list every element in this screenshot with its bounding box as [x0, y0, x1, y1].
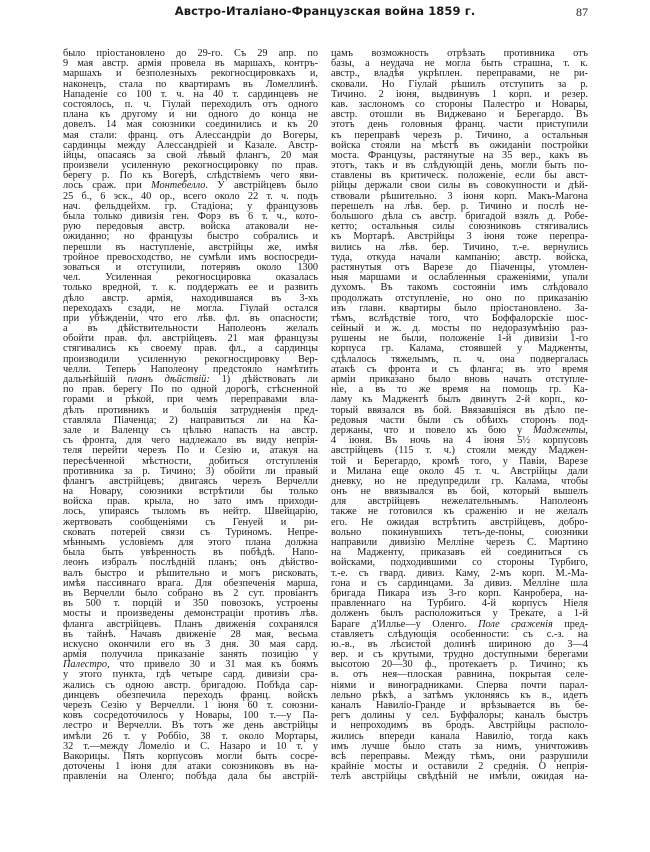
text-line: кав. заслономъ со стороны Палестро и Новары,	[331, 98, 588, 110]
text-segment: пред-	[552, 618, 589, 630]
text-line: сардинцы между Алессандріей и Казале. Австр-	[63, 139, 318, 151]
page-header-title: Австро-Италіано-Французская война 1859 г.	[174, 4, 476, 18]
text-line: фланга австрійцевъ. Планъ движенія сохранялся	[63, 618, 318, 630]
text-line: наконецъ, стала по квартирамъ въ Ломеллинѣ.	[63, 78, 318, 90]
text-line: было пріостановлено до 29-го. Съ 29 апр. по	[63, 48, 318, 59]
text-line: ствовали рѣшительно. 3 іюня корп. Макъ-Магона	[331, 190, 588, 202]
text-line: жались съ одною австр. бригадою. Побѣда сар-	[63, 679, 318, 691]
text-line: пересѣченной мѣстности, добиться отступленія	[63, 455, 318, 467]
text-line: продолжать отступленіе, но оно по приказанію	[331, 292, 588, 304]
text-segment: . У австрійцевъ было	[205, 180, 318, 192]
text-line: ю.-в., въ лѣсистой долинѣ шириною до 3—4	[331, 638, 588, 650]
text-line: черезъ Сезію у Верчелли. 1 іюня 60 т. союзни-	[63, 700, 318, 711]
text-line: базы, а неудача не могла быть страшна, т. к.	[331, 58, 588, 70]
text-line: къ Мортарѣ. Австрійцы 3 іюня тоже перепра-	[331, 231, 588, 243]
text-line: вились на лѣв. бер. Тичино, т.-е. вернулись	[331, 241, 588, 253]
text-line: дневку, но не предупредили гр. Калама, чтобы	[331, 475, 588, 487]
text-line: нач. фельдцейхм. гр. Стадіона; у французовъ	[63, 200, 318, 212]
text-line: жились впереди канала Навиліо, тогда какъ	[331, 730, 588, 742]
text-line: мая стали: франц. отъ Алессандріи до Вогеры,	[63, 129, 318, 141]
text-line: была только дивизія ген. Форэ въ 6 т. ч., кото-	[63, 211, 318, 222]
text-line: сдѣлалось тяжелымъ, п. ч. она подвергалась	[331, 353, 588, 365]
text-line: зале и Валенцу съ цѣлью напасть на австр.	[63, 424, 318, 436]
text-line: регъ долины у сел. Буффалоры; каналъ быстръ	[331, 710, 588, 722]
text-line: ійцы, опасаясь за свой лѣвый флангъ, 20 мая	[63, 149, 318, 161]
text-line: арміи приказано было вновь начать отступле-	[331, 374, 588, 385]
text-line: ставляла Піаченца; 2) направиться ли на Ка-	[63, 414, 318, 426]
text-line: къ переправѣ черезъ р. Тичино, а остальныя	[331, 129, 588, 141]
text-line: на Мадженту, приказавъ ей соединиться съ	[331, 547, 588, 559]
text-line: переходахъ сзади, не могла. Гіулай остался	[63, 302, 318, 314]
text-line: духомъ. Въ такомъ состояніи имъ слѣдовало	[331, 282, 588, 294]
text-line: войска прав. крыла, но зато имъ приходи-	[63, 496, 318, 508]
text-line: армія получила приказаніе занять позицію у	[63, 649, 318, 661]
text-line: ніями и виноградниками. Сперва почти парал-	[331, 679, 588, 691]
text-segment: 1) дѣйствовать ли	[209, 374, 318, 385]
text-line: тѣмъ, вслѣдствіе того, что Боффалорскіе шос-	[331, 312, 588, 324]
text-line: атакѣ съ фронта и съ фланга; въ это время	[331, 363, 588, 375]
text-line: туда, откуда начали кампанію; австр. войска,	[331, 251, 588, 263]
text-column-right	[331, 49, 588, 783]
text-line: также не готовился къ сраженію и не желалъ	[331, 506, 588, 518]
text-line: флангъ австрійцевъ; двигаясь черезъ Верчелли	[63, 475, 318, 487]
text-line: плана къ другому и ни одного до конца не	[63, 109, 318, 121]
text-line: сковать потерей связи съ Туриномъ. Непре-	[63, 526, 318, 538]
text-line: т.-е. съ гвард. дивиз. Каму, 2-мъ корп. М.-Ма-	[331, 567, 588, 579]
italic-term: Монтебелло	[151, 180, 206, 192]
text-segment: , что привело 30 и 31 мая къ боямъ	[107, 659, 318, 671]
text-line: правленіи на Оленго; побѣда дала бы австрій-	[63, 771, 318, 783]
text-line: войсками, подходившими со стороны Турбиго,	[331, 557, 588, 569]
text-line: рую передовыя австр. войска атаковали не-	[63, 221, 318, 233]
text-line: корпуса гр. Калама, стоявшей у Мадженты,	[331, 343, 588, 355]
text-line: и непроходимъ въ бродъ. Австрійцы располо-	[331, 720, 588, 732]
text-segment: Бараге д'Илльe—у Оленго.	[331, 618, 479, 630]
italic-term: Мадженты	[533, 424, 586, 436]
text-line: берегу р. По къ Вогерѣ, слѣдствіемъ чего яви-	[63, 170, 318, 182]
text-line: имъ лучше было стать за нимъ, уничтоживъ	[331, 740, 588, 752]
text-line: моста. Французы, растянутые на 35 вер., какъ въ	[331, 149, 588, 161]
text-line: ніе, а въ то же время на помощь гр. Ка-	[331, 384, 588, 396]
text-line: имѣя пассивнаго врага. Для обезпеченія марша,	[63, 577, 318, 589]
text-line: сейный и ж. д. мосты по недоразумѣнію раз-	[331, 323, 588, 335]
text-line: бригада Пикара изъ 3-го корп. Канробера, на-	[331, 587, 588, 599]
text-line: телѣ австрійцы свѣдѣній не имѣли, ожидая на-	[331, 771, 588, 783]
text-line: онъ не ввязывался въ бой, который вышелъ	[331, 486, 588, 498]
text-line: производили усиленную рекогносцировку Вер-	[63, 353, 318, 365]
text-line: вольно покинувшихъ тетъ-де-поны, союзники	[331, 526, 588, 538]
text-line: леонъ избралъ послѣдній планъ; онъ дѣйство-	[63, 557, 318, 569]
text-column-left	[63, 49, 318, 783]
text-line: Нападеніе со 100 т. ч. на 40 т. сардинцевъ не	[63, 88, 318, 100]
text-line: на Новару, союзники встрѣтили бы только	[63, 486, 318, 498]
text-line: изъ главн. квартиры было пріостановлено. За-	[331, 302, 588, 314]
text-line: противника за р. Тичино; 3) обойти ли правый	[63, 465, 318, 477]
text-line: по прав. берегу По по одной дорогѣ, стѣсненной	[63, 384, 318, 396]
text-line: его. Не ожидая встрѣтить австрійцевъ, добро-	[331, 516, 588, 528]
text-line: зоваться и отступили, потерявъ около 1300	[63, 261, 318, 273]
text-line: только вредной, т. к. поддержать ее и развить	[63, 282, 318, 294]
text-line: 32 т.—между Ломеліо и С. Назаро и 10 т. у	[63, 740, 318, 752]
text-line: динцевъ обезпечила переходъ франц. войскъ	[63, 689, 318, 701]
text-line: 4 іюня. Въ ночь на 4 іюня 5½ корпусовъ	[331, 435, 588, 447]
text-line: мѣннымъ условіемъ для этого плана должна	[63, 537, 318, 548]
text-line: в. отъ нея—плоская равнина, покрытая селе-	[331, 669, 588, 681]
text-line: довелъ. 14 мая союзники соединились и къ 20	[63, 119, 318, 131]
text-line: а въ дѣйствительности Наполеонъ желалъ	[63, 323, 318, 335]
text-line: большого дѣла съ австр. бригадой взялъ д. Робе-	[331, 211, 588, 222]
text-line: мосты и произведены демонстраціи противъ лѣв.	[63, 608, 318, 620]
text-line: челли. Теперь Наполеону предстояло намѣтить	[63, 363, 318, 375]
text-line: дѣло австр. армія, находившаяся въ 3-хъ	[63, 292, 318, 304]
text-line: войска стояли на мѣстѣ въ ожиданіи постройки	[331, 139, 588, 151]
text-line: при убѣжденіи, что его лѣв. фл. въ опасности;	[63, 312, 318, 324]
text-line: жертвовать сообщеніями съ Генуей и ри-	[63, 516, 318, 528]
text-line: Вакорицы. Пять корпусовъ могли быть сосре-	[63, 750, 318, 762]
text-line: цамъ возможность отрѣзать противника отъ	[331, 48, 588, 59]
text-segment: лось сраж. при	[63, 180, 152, 192]
text-line: 25 б., 6 эск., 40 ор., всего около 22 т. ч. подъ	[63, 190, 318, 202]
text-line: австр., владѣя укрѣплен. переправами, не ри-	[331, 68, 588, 80]
text-line: 9 мая австр. армія провела въ маршахъ, контръ-	[63, 58, 318, 70]
text-line: ламу къ Маджентѣ былъ двинутъ 2-й корп., ко-	[331, 394, 588, 406]
text-line: гона и съ сардинцами. За дивиз. Мелліне шла	[331, 577, 588, 589]
text-line: въ 500 т. порцій и 350 повозокъ, устроены	[63, 598, 318, 610]
text-line: высотою 20—30 ф., протекаетъ р. Тичино; къ	[331, 659, 588, 671]
text-line: направили дивизію Мелліне черезъ С. Мартино	[331, 537, 588, 548]
text-line: этотъ день головныя франц. части приступили	[331, 119, 588, 131]
text-line: растянутыя отъ Варезе до Піаченцы, утомлен-	[331, 261, 588, 273]
text-line: сковали. Но Гіулай рѣшилъ отступить за р.	[331, 78, 588, 90]
text-segment: дальнѣйшій	[63, 374, 128, 385]
text-line: ставлены въ критическ. положеніе, если бы авст-	[331, 170, 588, 182]
text-line: австрійцевъ (115 т. ч.) стояли между Маджен-	[331, 445, 588, 457]
text-line: дѣлъ противникъ и большія затрудненія пред-	[63, 404, 318, 416]
text-line: ковъ сосредоточилось у Новары, 100 т.—у Па-	[63, 710, 318, 722]
text-line: крайніе мосты и оставили 2 среднія. О непрія-	[331, 761, 588, 773]
text-line: этотъ, такъ и въ слѣдующій день, могли быть по-	[331, 160, 588, 172]
text-line: искусно окончили его въ 3 дня. 30 мая сард.	[63, 638, 318, 650]
text-line: долженъ былъ расположиться у Трекате, а 1-й	[331, 608, 588, 620]
text-line: въ тайнѣ. Начавъ движеніе 28 мая, весьма	[63, 628, 318, 640]
text-line: съ фронта, для чего надлежало въ виду непрія-	[63, 435, 318, 447]
text-line: горами и рѣкой, при чемъ переправами вла-	[63, 394, 318, 406]
text-line: каналъ Навиліо-Гранде и врѣзывается въ бе-	[331, 700, 588, 711]
text-line: перешли въ наступленіе, австрійцы же, имѣя	[63, 241, 318, 253]
text-line: теля перейти черезъ По и Сезію и, атакуя на	[63, 445, 318, 457]
text-line: у этого пункта, гдѣ четыре сард. дивизіи сра-	[63, 669, 318, 681]
text-line: была быть увѣренность въ побѣдѣ. Напо-	[63, 547, 318, 559]
text-line: состоялось, п. ч. Гіулай переходилъ отъ одного	[63, 98, 318, 110]
text-line: рійцы держали свои силы въ совокупности и дѣй-	[331, 180, 588, 192]
text-line: правленнаго на Турбиго. 4-й корпусъ Ніеля	[331, 598, 588, 610]
italic-term: Палестро	[63, 659, 108, 671]
text-line: тройное превосходство, не сумѣли имъ воспосреди-	[63, 251, 318, 263]
text-line: стягивались къ своему прав. фл., а сардинцы	[63, 343, 318, 355]
page-number: 87	[576, 5, 588, 19]
text-line: маршахъ и безполезныхъ рекогносцировкахъ и,	[63, 68, 318, 80]
text-line: имѣли 26 т. у Роббіо, 38 т. около Мортары,	[63, 730, 318, 742]
text-line: ожиданно; но французы быстро собрались и	[63, 231, 318, 243]
text-line: всѣ переправы. Между тѣмъ, они разрушили	[331, 750, 588, 762]
text-line: редовыя части были съ обѣихъ сторонъ под-	[331, 414, 588, 426]
text-line: и Милана еще около 45 т. ч. Австрійцы дали	[331, 465, 588, 477]
text-line: чел. Усиленная рекогносцировка оказалась	[63, 272, 318, 284]
text-segment: держаны, что и повело къ бою у	[331, 424, 534, 436]
text-line: лельно рѣкѣ, а затѣмъ уклоняясь къ в., идетъ	[331, 689, 588, 701]
text-line: доточены 1 іюня для атаки союзниковъ въ на-	[63, 761, 318, 773]
text-line: для австрійцевъ нежелательнымъ. Наполеонъ	[331, 496, 588, 508]
text-line: торый ввязался въ бой. Ввязавшіяся въ дѣло пе-	[331, 404, 588, 416]
text-line: лось, упираясь тыломъ въ нейтр. Швейцарію,	[63, 506, 318, 518]
text-line: валъ быстро и рѣшительно и могъ рисковать,	[63, 567, 318, 579]
text-line: рушены не были, положеніе 1-й дивизіи 1-го	[331, 333, 588, 345]
text-line: той и Берегардо, кромѣ того, у Павіи, Варезе	[331, 455, 588, 467]
text-line: австр. отошли въ Виджевано и Берегардо. Въ	[331, 109, 588, 121]
italic-term: планъ дѣйствій:	[127, 374, 210, 385]
text-line: въ Верчелли было собрано въ 2 сут. провіантъ	[63, 587, 318, 599]
text-line: произвели усиленную рекогносцировку по прав.	[63, 160, 318, 172]
text-line: ставляетъ слѣдующія особенности: съ с.-з. на	[331, 628, 588, 640]
text-segment: ,	[585, 424, 588, 436]
text-line: перешелъ на лѣв. бер. р. Тичино и послѣ не-	[331, 200, 588, 212]
text-line: ныя маршами и ослабленныя сраженіями, упали	[331, 272, 588, 284]
text-line: Тичино. 2 іюня, выдвинувъ 1 корп. и резер.	[331, 88, 588, 100]
italic-term: Поле сраженія	[478, 618, 553, 630]
text-line: кетто; остальныя силы союзниковъ стягивались	[331, 221, 588, 233]
text-line: лестро и Верчелли. Въ тотъ же день австрійцы	[63, 720, 318, 732]
text-line: вер. и съ крутыми, трудно доступными берегами	[331, 649, 588, 661]
text-line: обойти прав. фл. австрійцевъ. 21 мая французы	[63, 333, 318, 345]
